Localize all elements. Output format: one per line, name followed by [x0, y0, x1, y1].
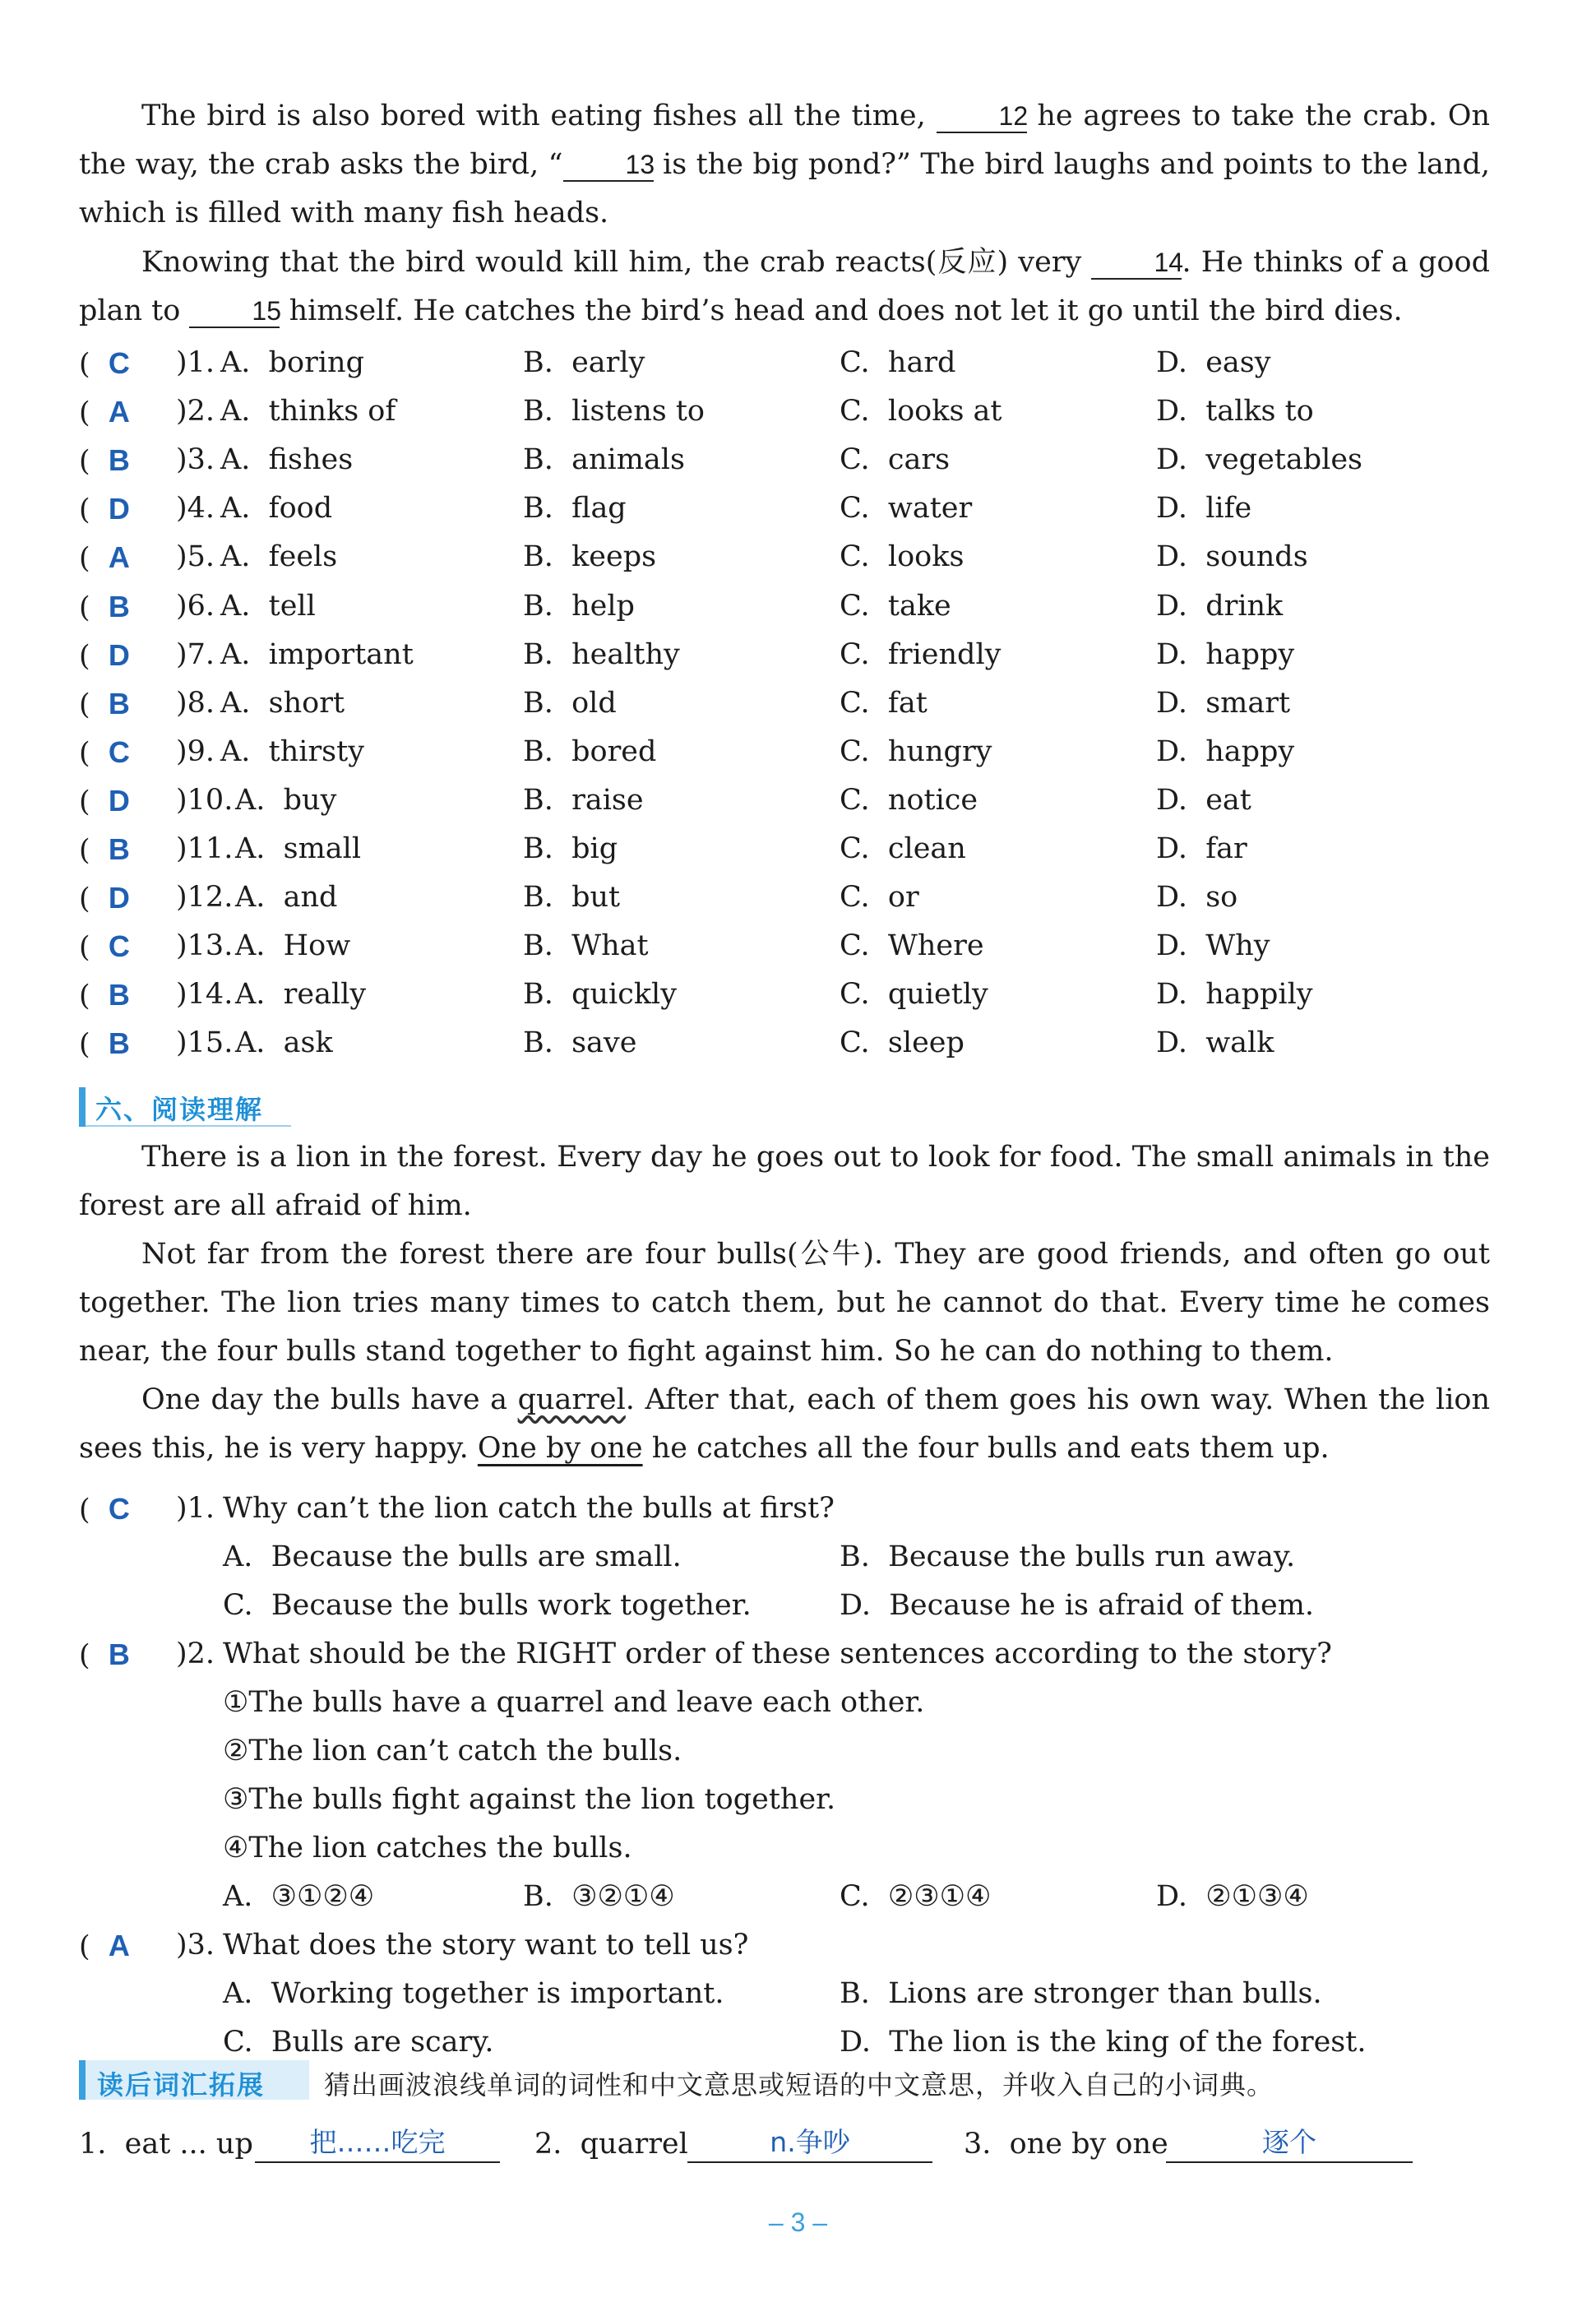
option-c: C. friendly [840, 637, 1002, 671]
answer-paren: ( B [79, 1026, 130, 1062]
option-a: A. and [235, 881, 338, 915]
reading-question-1 [79, 1485, 1510, 1533]
option-a: A. thirsty [220, 734, 364, 768]
answer-paren: ( B [79, 589, 130, 624]
answer-paren: ( D [79, 783, 130, 818]
option-a: A. really [235, 978, 367, 1012]
option-d: D. so [1156, 881, 1238, 915]
question-number: )1. [176, 1492, 215, 1525]
question-number: )11. [176, 832, 234, 865]
text-segment: he catches all the four bulls and eats them up. [651, 1432, 1330, 1465]
reading-paragraph-1: There is a lion in the forest. Every day he goes out to look for food. The small animals in the forest are all afraid of him. [79, 1141, 1490, 1222]
answer-letter: B [108, 978, 130, 1012]
sentence-text: ③The bulls fight against the lion together. [223, 1783, 836, 1816]
option-a: A. buy [235, 783, 337, 817]
cloze-question-5 [79, 533, 1510, 581]
option-d: D. Why [1156, 929, 1270, 963]
option-c: C. quietly [840, 978, 988, 1012]
vocab-item-3-answer: 逐个 [1166, 2124, 1413, 2163]
option-b: B. animals [523, 443, 685, 477]
reading-question-3 [79, 1921, 1510, 1970]
text-segment: is the big pond?” The bird laughs and points to the land, which is filled with many fish heads. [79, 148, 1490, 229]
answer-letter: B [108, 832, 130, 866]
vocab-instruction: 猜出画波浪线单词的词性和中文意思或短语的中文意思，并收入自己的小词典。 [324, 2069, 1274, 2101]
question-text: Why can’t the lion catch the bulls at first? [223, 1492, 835, 1525]
option-b: B. old [523, 686, 617, 720]
option-d: D. talks to [1156, 395, 1314, 428]
vocab-item-1-label: 1. eat ... up [79, 2128, 253, 2161]
option-b: B. early [523, 346, 645, 379]
option-b: B. healthy [523, 637, 680, 671]
text-segment: . He thinks of a good plan to [79, 246, 1490, 327]
vocab-item-2-answer: n.争吵 [687, 2124, 932, 2163]
question-number: )14. [176, 978, 234, 1012]
cloze-question-11 [79, 825, 1510, 873]
cloze-question-12 [79, 873, 1510, 922]
question-number: )4. [176, 492, 215, 526]
text-segment: he agrees to take the crab. On the way, the crab asks the bird, “ [79, 100, 1490, 181]
option-d: D. vegetables [1156, 443, 1362, 477]
option-a: A. short [220, 686, 345, 720]
text-segment: One day the bulls have a [141, 1383, 508, 1416]
answer-letter: C [108, 1492, 130, 1526]
answer-letter: D [108, 881, 130, 915]
section-title-text: 六、阅读理解 [95, 1094, 264, 1125]
option-a: A. food [220, 492, 333, 526]
reading-paragraph-2: Not far from the forest there are four bulls(公牛). They are good friends, and often go out together. The lion tries many times to catch them, but he cannot do that. Every time he comes near, the four bulls stand together to fight against him. So he can do nothing to them. [79, 1238, 1490, 1368]
answer-paren: ( C [79, 734, 130, 770]
answer-letter: C [108, 734, 130, 769]
option-b: B. listens to [523, 395, 705, 428]
option-d: D. happily [1156, 978, 1313, 1012]
option-c: C. cars [840, 443, 951, 477]
answer-letter: B [108, 686, 130, 720]
q2-options [79, 1873, 1510, 1921]
option-b: B. Because the bulls run away. [840, 1540, 1296, 1573]
option-b: B. but [523, 881, 621, 915]
vocab-tag-text: 读后词汇拓展 [97, 2069, 266, 2101]
option-b: B. big [523, 832, 618, 865]
cloze-question-7 [79, 631, 1510, 679]
answer-paren: ( D [79, 492, 130, 527]
option-d: D. happy [1156, 637, 1295, 671]
answer-paren: ( A [79, 1929, 130, 1963]
question-number: )7. [176, 637, 215, 671]
option-b: B. raise [523, 783, 644, 817]
option-b: B. Lions are stronger than bulls. [840, 1977, 1322, 2010]
question-number: )12. [176, 881, 234, 915]
question-number: )5. [176, 540, 215, 574]
option-c: C. water [840, 492, 973, 526]
text-segment: himself. He catches the bird’s head and does not let it go until the bird dies. [289, 294, 1403, 327]
question-number: )8. [176, 686, 215, 720]
cloze-question-2 [79, 387, 1510, 436]
option-a: A. fishes [220, 443, 354, 477]
option-a: A. important [220, 637, 414, 671]
sentence-text: ①The bulls have a quarrel and leave each other. [223, 1686, 925, 1719]
option-a: A. tell [220, 589, 316, 623]
vocab-item-2-label: 2. quarrel [534, 2128, 688, 2161]
question-number: )2. [176, 395, 215, 428]
blank-14: 14 [1091, 247, 1182, 280]
answer-paren: ( B [79, 832, 130, 867]
option-d: D. happy [1156, 734, 1295, 768]
answer-paren: ( D [79, 881, 130, 916]
blank-13: 13 [563, 149, 654, 182]
vocab-item-1-answer: 把……吃完 [255, 2124, 500, 2163]
question-number: )10. [176, 783, 234, 817]
option-c: C. or [840, 881, 919, 915]
option-a: A. feels [220, 540, 338, 574]
option-d: D. drink [1156, 589, 1284, 623]
section-title [79, 1087, 293, 1127]
story-paragraph-1 [79, 92, 1490, 238]
question-text: What does the story want to tell us? [223, 1929, 749, 1962]
blank-12: 12 [937, 100, 1027, 133]
answer-letter: C [108, 929, 130, 964]
answer-letter: B [108, 589, 130, 623]
answer-paren: ( D [79, 637, 130, 673]
option-d: D. eat [1156, 783, 1251, 817]
q1-options-row-1 [79, 1533, 1510, 1582]
option-a: A. ③①②④ [223, 1880, 375, 1913]
option-b: B. flag [523, 492, 627, 526]
option-d: D. walk [1156, 1026, 1274, 1060]
cloze-question-1 [79, 339, 1510, 387]
answer-letter: A [108, 395, 130, 429]
option-c: C. Bulls are scary. [223, 2026, 494, 2059]
option-d: D. sounds [1156, 540, 1308, 574]
option-c: C. Where [840, 929, 984, 963]
option-a: A. thinks of [220, 395, 396, 428]
question-number: )9. [176, 734, 215, 768]
cloze-question-4 [79, 484, 1510, 533]
option-b: B. quickly [523, 978, 678, 1012]
q3-options-row-1 [79, 1970, 1510, 2018]
question-text: What should be the RIGHT order of these sentences according to the story? [223, 1637, 1332, 1670]
option-d: D. smart [1156, 686, 1291, 720]
question-number: )15. [176, 1026, 234, 1060]
answer-letter: D [108, 492, 130, 526]
option-b: B. save [523, 1026, 637, 1060]
text-segment: The bird is also bored with eating fishes all the time, [141, 100, 926, 132]
reading-paragraph-3 [79, 1376, 1490, 1473]
answer-letter: B [108, 1026, 130, 1061]
option-a: A. How [235, 929, 351, 963]
q2-sentence-4 [79, 1824, 1510, 1873]
page-number: – 3 – [768, 2207, 828, 2237]
answer-paren: ( B [79, 978, 130, 1013]
answer-letter: B [108, 1637, 130, 1671]
option-c: C. hard [840, 346, 956, 379]
cloze-question-10 [79, 776, 1510, 825]
option-c: C. fat [840, 686, 928, 720]
answer-letter: B [108, 443, 130, 478]
option-d: D. Because he is afraid of them. [840, 1589, 1315, 1622]
vocab-item-3-label: 3. one by one [964, 2128, 1168, 2161]
option-c: C. hungry [840, 734, 992, 768]
option-b: B. bored [523, 734, 657, 768]
q2-sentence-1 [79, 1679, 1510, 1727]
option-c: C. notice [840, 783, 978, 817]
q2-sentence-3 [79, 1776, 1510, 1824]
blank-15: 15 [189, 295, 280, 328]
option-c: C. clean [840, 832, 966, 865]
answer-letter: A [108, 1929, 130, 1962]
answer-letter: C [108, 346, 130, 380]
reading-question-2 [79, 1630, 1510, 1679]
question-number: )13. [176, 929, 234, 963]
option-d: D. life [1156, 492, 1252, 526]
q2-sentence-2 [79, 1727, 1510, 1776]
text-segment: Knowing that the bird would kill him, the crab reacts(反应) very [141, 246, 1082, 279]
sentence-text: ④The lion catches the bulls. [223, 1832, 632, 1864]
cloze-question-15 [79, 1019, 1510, 1068]
wavy-word-quarrel: quarrel [517, 1383, 626, 1416]
option-c: C. take [840, 589, 951, 623]
question-number: )3. [176, 443, 215, 477]
answer-paren: ( B [79, 686, 130, 721]
cloze-question-3 [79, 436, 1510, 484]
question-number: )2. [176, 1637, 215, 1670]
option-b: B. keeps [523, 540, 657, 574]
option-b: B. What [523, 929, 649, 963]
underlined-phrase-one-by-one: One by one [477, 1432, 643, 1465]
option-a: A. boring [220, 346, 364, 379]
question-number: )1. [176, 346, 215, 379]
option-a: A. Working together is important. [223, 1977, 724, 2010]
story-paragraph-2 [79, 239, 1490, 336]
answer-paren: ( B [79, 443, 130, 479]
option-c: C. sleep [840, 1026, 965, 1060]
answer-paren: ( C [79, 1492, 130, 1526]
answer-paren: ( B [79, 1637, 130, 1672]
text-segment: . After that, each of them goes his own way. When the lion sees this, he is very happy. [79, 1383, 1490, 1465]
answer-letter: D [108, 637, 130, 672]
answer-letter: D [108, 783, 130, 818]
answer-paren: ( C [79, 346, 130, 381]
answer-paren: ( A [79, 540, 130, 576]
option-b: B. help [523, 589, 635, 623]
answer-paren: ( C [79, 929, 130, 965]
option-a: A. small [235, 832, 362, 865]
option-d: D. far [1156, 832, 1247, 865]
cloze-question-6 [79, 582, 1510, 631]
cloze-question-13 [79, 922, 1510, 970]
option-a: A. Because the bulls are small. [223, 1540, 682, 1573]
cloze-question-9 [79, 728, 1510, 776]
cloze-question-14 [79, 970, 1510, 1019]
option-d: D. easy [1156, 346, 1271, 379]
option-d: D. ②①③④ [1156, 1880, 1309, 1913]
option-c: C. looks at [840, 395, 1002, 428]
question-number: )3. [176, 1929, 215, 1962]
q1-options-row-2 [79, 1582, 1510, 1630]
option-c: C. ②③①④ [840, 1880, 992, 1913]
option-b: B. ③②①④ [523, 1880, 675, 1913]
section-bar [79, 1087, 86, 1127]
answer-paren: ( A [79, 395, 130, 430]
option-d: D. The lion is the king of the forest. [840, 2026, 1367, 2059]
option-c: C. looks [840, 540, 965, 574]
sentence-text: ②The lion can’t catch the bulls. [223, 1735, 682, 1767]
cloze-question-8 [79, 679, 1510, 728]
option-c: C. Because the bulls work together. [223, 1589, 752, 1622]
answer-letter: A [108, 540, 130, 575]
question-number: )6. [176, 589, 215, 623]
section-underline [86, 1125, 291, 1127]
option-a: A. ask [235, 1026, 333, 1060]
